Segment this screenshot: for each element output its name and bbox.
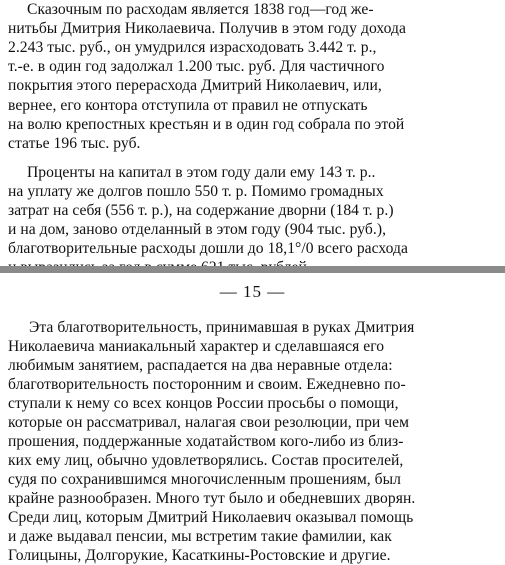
text-line: Эта благотворительность, принимавшая в руках Дмитрия: [29, 319, 415, 336]
text-line: Николаевича маниакальный характер и сделавшаяся его: [8, 338, 385, 355]
text-line: на волю крепостных крестьян и в один год собрала по этой: [8, 116, 405, 133]
text-line: которые он рассматривал, налагая свои резолюции, при чем: [8, 414, 410, 431]
text-line: на уплату же долгов пошло 550 т. р. Помимо громадных: [8, 183, 384, 200]
text-line: благотворительные расходы дошли до 18,1°/0 всего расхода: [8, 240, 409, 257]
text-line: Проценты на капитал в этом году дали ему 143 т. р..: [27, 164, 376, 181]
text-line: благотворительность посторонним и своим. Ежедневно по-: [8, 376, 406, 393]
text-line: и на дом, заново отделанный в этом году (904 тыс. руб.),: [8, 221, 387, 238]
text-line: любимым занятием, распадается на два неравные отдела:: [8, 357, 393, 374]
text-line: статье 196 тыс. руб.: [8, 135, 141, 152]
page-divider: [0, 266, 505, 273]
text-line: затрат на себя (556 т. р.), на содержание дворни (184 т. р.): [8, 202, 394, 219]
text-line: Голицыны, Долгорукие, Касаткины-Ростовские и другие.: [8, 547, 391, 564]
text-line: Сказочным по расходам является 1838 год—год же-: [27, 1, 374, 18]
lower-page: [0, 273, 505, 564]
upper-page: [0, 0, 505, 265]
page-number: — 15 —: [219, 282, 286, 301]
text-line: ступали к нему со всех концов России просьбы о помощи,: [8, 395, 399, 412]
text-line: судя по сохранившимся многочисленным прошениям, был: [8, 471, 401, 488]
text-line: т.-е. в один год задолжал 1.200 тыс. руб. Для частичного: [8, 58, 385, 75]
text-line: Среди лиц, которым Дмитрий Николаевич оказывал помощь: [8, 509, 414, 526]
text-line: крайне разнообразен. Много тут было и обедневших дворян.: [8, 490, 416, 507]
text-line: покрытия этого перерасхода Дмитрий Николаевич, или,: [8, 77, 382, 94]
text-line: вернее, его контора отступила от правил не отпускать: [8, 97, 368, 114]
text-line: и даже выдавал пенсии, мы встретим такие фамилии, как: [8, 528, 392, 545]
text-line: нитьбы Дмитрия Николаевича. Получив в этом году дохода: [8, 20, 407, 37]
text-line: прошения, поддержанные ходатайством кого-либо из близ-: [8, 433, 404, 450]
text-line: 2.243 тыс. руб., он умудрился израсходовать 3.442 т. р.,: [8, 39, 377, 56]
text-line: ких ему лиц, обычно удовлетворялись. Состав просителей,: [8, 452, 404, 469]
